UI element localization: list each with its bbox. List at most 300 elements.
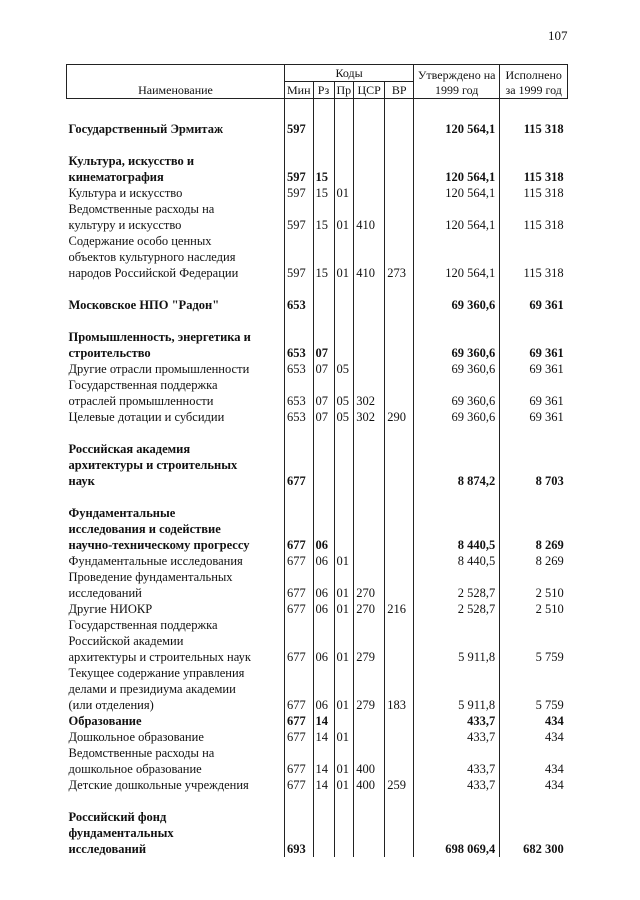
code-csr-cell	[354, 505, 385, 553]
spacer-cell	[334, 137, 354, 153]
code-pr-cell	[334, 121, 354, 137]
executed-cell: 8 269	[500, 553, 568, 569]
row-name-line: исследований	[68, 586, 142, 600]
code-vr-cell: 183	[385, 665, 414, 713]
code-vr-cell	[385, 569, 414, 601]
code-csr-cell	[354, 809, 385, 857]
row-name-cell	[67, 121, 285, 137]
row-name-cell	[67, 201, 285, 233]
code-vr-cell	[385, 329, 414, 361]
spacer-cell	[334, 281, 354, 297]
executed-cell: 69 361	[500, 329, 568, 361]
spacer-cell	[414, 489, 500, 505]
row-name-line: Государственный Эрмитаж	[68, 122, 224, 136]
spacer-cell	[334, 99, 354, 122]
spacer-cell	[67, 137, 285, 153]
code-vr-cell: 259	[385, 777, 414, 793]
code-vr-cell	[385, 361, 414, 377]
code-csr-cell: 270	[354, 601, 385, 617]
page-number: 107	[548, 28, 568, 43]
table-row	[67, 617, 568, 665]
row-name-cell	[67, 441, 285, 489]
code-csr-cell	[354, 553, 385, 569]
code-vr-cell	[385, 809, 414, 857]
code-csr-cell	[354, 121, 385, 137]
row-name-line: Ведомственные расходы на	[68, 746, 215, 760]
row-name-cell	[67, 505, 285, 553]
code-csr-cell	[354, 361, 385, 377]
spacer-cell	[500, 281, 568, 297]
section-row	[67, 121, 568, 137]
approved-cell: 2 528,7	[414, 601, 500, 617]
row-name-line: Детские дошкольные учреждения	[68, 778, 249, 792]
spacer-cell	[354, 99, 385, 122]
executed-cell: 434	[500, 745, 568, 777]
row-name-line: Другие НИОКР	[68, 602, 153, 616]
row-name-line: фундаментальных	[68, 826, 174, 840]
code-min-cell: 677	[285, 777, 314, 793]
spacer-cell	[67, 99, 285, 122]
row-name-line: Ведомственные расходы на	[68, 202, 215, 216]
code-pr-cell: 05	[334, 409, 354, 425]
row-name-line: делами и президиума академии	[68, 682, 236, 696]
executed-cell: 115 318	[500, 153, 568, 185]
executed-cell: 5 759	[500, 665, 568, 713]
spacer-cell	[285, 489, 314, 505]
table-row	[67, 729, 568, 745]
spacer-row	[67, 313, 568, 329]
code-pr-cell	[334, 441, 354, 489]
code-csr-cell: 270	[354, 569, 385, 601]
spacer-cell	[500, 99, 568, 122]
spacer-cell	[500, 489, 568, 505]
row-name-line: объектов культурного наследия	[68, 250, 236, 264]
table-body	[67, 99, 568, 858]
approved-cell: 8 440,5	[414, 505, 500, 553]
header-codes: Коды	[285, 65, 414, 82]
code-min-cell: 677	[285, 729, 314, 745]
spacer-cell	[285, 313, 314, 329]
section-row	[67, 809, 568, 857]
row-name-line: Целевые дотации и субсидии	[68, 410, 225, 424]
code-rz-cell: 14	[313, 777, 334, 793]
spacer-cell	[414, 425, 500, 441]
code-vr-cell: 290	[385, 409, 414, 425]
table-row	[67, 569, 568, 601]
spacer-cell	[414, 793, 500, 809]
executed-cell: 115 318	[500, 185, 568, 201]
row-name-cell	[67, 665, 285, 713]
approved-cell: 120 564,1	[414, 185, 500, 201]
code-csr-cell: 400	[354, 777, 385, 793]
code-rz-cell: 06	[313, 617, 334, 665]
code-vr-cell	[385, 553, 414, 569]
header-name: Наименование	[67, 65, 285, 99]
code-rz-cell: 15	[313, 185, 334, 201]
code-vr-cell	[385, 441, 414, 489]
code-min-cell: 693	[285, 809, 314, 857]
code-pr-cell: 01	[334, 233, 354, 281]
spacer-row	[67, 793, 568, 809]
code-pr-cell	[334, 505, 354, 553]
code-pr-cell: 01	[334, 569, 354, 601]
code-rz-cell: 06	[313, 601, 334, 617]
row-name-line: культуру и искусство	[68, 218, 182, 232]
table-row	[67, 777, 568, 793]
spacer-cell	[354, 281, 385, 297]
row-name-line: Культура и искусство	[68, 186, 183, 200]
code-csr-cell: 279	[354, 665, 385, 713]
spacer-row	[67, 99, 568, 122]
code-csr-cell: 410	[354, 201, 385, 233]
executed-cell: 682 300	[500, 809, 568, 857]
spacer-cell	[313, 99, 334, 122]
code-csr-cell	[354, 297, 385, 313]
approved-cell: 5 911,8	[414, 617, 500, 665]
approved-cell: 120 564,1	[414, 201, 500, 233]
section-row	[67, 713, 568, 729]
code-pr-cell: 01	[334, 745, 354, 777]
row-name-line: исследований	[68, 842, 147, 856]
row-name-line: Образование	[68, 714, 142, 728]
executed-cell: 434	[500, 713, 568, 729]
row-name-line: наук	[68, 474, 95, 488]
spacer-cell	[334, 489, 354, 505]
spacer-cell	[385, 489, 414, 505]
table-row	[67, 665, 568, 713]
approved-cell: 5 911,8	[414, 665, 500, 713]
row-name-cell	[67, 377, 285, 409]
row-name-line: архитектуры и строительных	[68, 458, 238, 472]
code-min-cell: 597	[285, 185, 314, 201]
executed-cell: 434	[500, 729, 568, 745]
row-name-line: Культура, искусство и	[68, 154, 195, 168]
header-rz: Рз	[313, 82, 334, 99]
row-name-line: Промышленность, энергетика и	[68, 330, 251, 344]
spacer-cell	[285, 793, 314, 809]
row-name-cell	[67, 729, 285, 745]
row-name-cell	[67, 185, 285, 201]
header-executed: Исполнено за 1999 год	[500, 65, 568, 99]
row-name-line: Другие отрасли промышленности	[68, 362, 250, 376]
code-min-cell: 653	[285, 329, 314, 361]
spacer-cell	[500, 137, 568, 153]
table-row	[67, 745, 568, 777]
code-pr-cell	[334, 153, 354, 185]
code-rz-cell: 07	[313, 361, 334, 377]
code-min-cell: 597	[285, 153, 314, 185]
executed-cell: 8 269	[500, 505, 568, 553]
code-csr-cell	[354, 729, 385, 745]
approved-cell: 69 360,6	[414, 377, 500, 409]
code-min-cell: 677	[285, 617, 314, 665]
code-csr-cell: 410	[354, 233, 385, 281]
approved-cell: 433,7	[414, 745, 500, 777]
code-vr-cell	[385, 505, 414, 553]
row-name-line: Российской академии	[68, 634, 184, 648]
section-row	[67, 153, 568, 185]
code-vr-cell	[385, 713, 414, 729]
code-rz-cell	[313, 441, 334, 489]
code-rz-cell: 07	[313, 409, 334, 425]
row-name-line: кинематография	[68, 170, 164, 184]
row-name-cell	[67, 361, 285, 377]
row-name-line: (или отделения)	[68, 698, 154, 712]
spacer-cell	[313, 281, 334, 297]
row-name-cell	[67, 569, 285, 601]
code-rz-cell: 14	[313, 745, 334, 777]
code-min-cell: 653	[285, 297, 314, 313]
spacer-cell	[313, 489, 334, 505]
spacer-cell	[385, 425, 414, 441]
spacer-row	[67, 281, 568, 297]
code-min-cell: 653	[285, 361, 314, 377]
spacer-cell	[385, 281, 414, 297]
row-name-line: Текущее содержание управления	[68, 666, 245, 680]
code-pr-cell: 01	[334, 201, 354, 233]
executed-cell: 115 318	[500, 201, 568, 233]
spacer-cell	[67, 793, 285, 809]
code-min-cell: 653	[285, 377, 314, 409]
row-name-line: Фундаментальные	[68, 506, 176, 520]
code-pr-cell: 01	[334, 665, 354, 713]
executed-cell: 434	[500, 777, 568, 793]
spacer-cell	[67, 281, 285, 297]
approved-cell: 433,7	[414, 777, 500, 793]
code-rz-cell: 06	[313, 505, 334, 553]
spacer-cell	[385, 99, 414, 122]
table-row	[67, 601, 568, 617]
row-name-line: Российская академия	[68, 442, 191, 456]
spacer-cell	[414, 313, 500, 329]
spacer-row	[67, 137, 568, 153]
approved-cell: 120 564,1	[414, 233, 500, 281]
table-row	[67, 233, 568, 281]
code-rz-cell	[313, 809, 334, 857]
spacer-cell	[385, 313, 414, 329]
code-rz-cell: 06	[313, 569, 334, 601]
approved-cell: 120 564,1	[414, 121, 500, 137]
header-approved: Утверждено на 1999 год	[414, 65, 500, 99]
table-row	[67, 361, 568, 377]
spacer-cell	[67, 313, 285, 329]
code-pr-cell	[334, 329, 354, 361]
spacer-cell	[334, 793, 354, 809]
code-rz-cell: 07	[313, 329, 334, 361]
approved-cell: 120 564,1	[414, 153, 500, 185]
code-pr-cell: 01	[334, 601, 354, 617]
spacer-cell	[414, 137, 500, 153]
row-name-cell	[67, 745, 285, 777]
spacer-cell	[414, 99, 500, 122]
code-min-cell: 677	[285, 505, 314, 553]
code-vr-cell: 216	[385, 601, 414, 617]
approved-cell: 69 360,6	[414, 361, 500, 377]
code-min-cell: 677	[285, 665, 314, 713]
row-name-line: отраслей промышленности	[68, 394, 214, 408]
executed-cell: 115 318	[500, 233, 568, 281]
code-min-cell: 597	[285, 121, 314, 137]
spacer-cell	[285, 99, 314, 122]
header-vr: ВР	[385, 82, 414, 99]
code-pr-cell: 05	[334, 377, 354, 409]
code-csr-cell	[354, 153, 385, 185]
row-name-line: Московское НПО "Радон"	[68, 298, 220, 312]
spacer-cell	[313, 313, 334, 329]
row-name-cell	[67, 153, 285, 185]
spacer-cell	[414, 281, 500, 297]
code-vr-cell	[385, 153, 414, 185]
row-name-cell	[67, 601, 285, 617]
code-csr-cell: 400	[354, 745, 385, 777]
table-header	[67, 65, 568, 99]
row-name-line: строительство	[68, 346, 151, 360]
row-name-cell	[67, 409, 285, 425]
spacer-cell	[500, 313, 568, 329]
row-name-cell	[67, 297, 285, 313]
row-name-line: Содержание особо ценных	[68, 234, 212, 248]
row-name-cell	[67, 713, 285, 729]
executed-cell: 69 361	[500, 409, 568, 425]
code-vr-cell	[385, 121, 414, 137]
spacer-cell	[354, 793, 385, 809]
row-name-line: Государственная поддержка	[68, 378, 218, 392]
section-row	[67, 441, 568, 489]
code-rz-cell: 15	[313, 201, 334, 233]
section-row	[67, 297, 568, 313]
code-rz-cell	[313, 121, 334, 137]
spacer-cell	[313, 425, 334, 441]
code-vr-cell: 273	[385, 233, 414, 281]
table-row	[67, 377, 568, 409]
code-vr-cell	[385, 729, 414, 745]
row-name-line: Российский фонд	[68, 810, 167, 824]
code-csr-cell: 279	[354, 617, 385, 665]
code-pr-cell: 05	[334, 361, 354, 377]
code-rz-cell: 06	[313, 665, 334, 713]
code-csr-cell	[354, 441, 385, 489]
spacer-cell	[354, 137, 385, 153]
code-rz-cell: 15	[313, 153, 334, 185]
spacer-cell	[285, 281, 314, 297]
row-name-line: Фундаментальные исследования	[68, 554, 243, 568]
approved-cell: 433,7	[414, 713, 500, 729]
code-csr-cell	[354, 329, 385, 361]
code-rz-cell: 07	[313, 377, 334, 409]
row-name-cell	[67, 553, 285, 569]
spacer-cell	[285, 137, 314, 153]
row-name-line: дошкольное образование	[68, 762, 202, 776]
table-row	[67, 409, 568, 425]
spacer-cell	[500, 425, 568, 441]
header-csr: ЦСР	[354, 82, 385, 99]
code-csr-cell	[354, 185, 385, 201]
spacer-cell	[334, 313, 354, 329]
code-pr-cell: 01	[334, 553, 354, 569]
section-row	[67, 329, 568, 361]
row-name-cell	[67, 329, 285, 361]
spacer-cell	[385, 137, 414, 153]
executed-cell: 115 318	[500, 121, 568, 137]
row-name-line: научно-техническому прогрессу	[68, 538, 250, 552]
spacer-cell	[334, 425, 354, 441]
code-min-cell: 653	[285, 409, 314, 425]
approved-cell: 698 069,4	[414, 809, 500, 857]
code-pr-cell	[334, 809, 354, 857]
code-csr-cell	[354, 713, 385, 729]
code-csr-cell: 302	[354, 409, 385, 425]
spacer-cell	[313, 793, 334, 809]
code-rz-cell: 15	[313, 233, 334, 281]
code-rz-cell: 06	[313, 553, 334, 569]
row-name-line: исследования и содействие	[68, 522, 221, 536]
spacer-row	[67, 425, 568, 441]
executed-cell: 69 361	[500, 361, 568, 377]
spacer-cell	[354, 425, 385, 441]
code-pr-cell: 01	[334, 777, 354, 793]
budget-table	[66, 64, 568, 857]
code-pr-cell: 01	[334, 185, 354, 201]
code-pr-cell	[334, 297, 354, 313]
code-vr-cell	[385, 185, 414, 201]
executed-cell: 5 759	[500, 617, 568, 665]
table-row	[67, 553, 568, 569]
executed-cell: 69 361	[500, 297, 568, 313]
row-name-line: Дошкольное образование	[68, 730, 204, 744]
row-name-cell	[67, 777, 285, 793]
approved-cell: 2 528,7	[414, 569, 500, 601]
spacer-cell	[67, 489, 285, 505]
spacer-cell	[385, 793, 414, 809]
spacer-cell	[354, 489, 385, 505]
code-min-cell: 677	[285, 569, 314, 601]
code-csr-cell: 302	[354, 377, 385, 409]
executed-cell: 2 510	[500, 569, 568, 601]
section-row	[67, 505, 568, 553]
row-name-line: архитектуры и строительных наук	[68, 650, 251, 664]
code-vr-cell	[385, 297, 414, 313]
code-vr-cell	[385, 201, 414, 233]
executed-cell: 2 510	[500, 601, 568, 617]
code-rz-cell	[313, 297, 334, 313]
spacer-cell	[313, 137, 334, 153]
row-name-line: Проведение фундаментальных	[68, 570, 233, 584]
approved-cell: 69 360,6	[414, 297, 500, 313]
code-min-cell: 677	[285, 441, 314, 489]
row-name-cell	[67, 617, 285, 665]
code-min-cell: 597	[285, 233, 314, 281]
approved-cell: 69 360,6	[414, 329, 500, 361]
code-pr-cell: 01	[334, 617, 354, 665]
executed-cell: 8 703	[500, 441, 568, 489]
code-rz-cell: 14	[313, 713, 334, 729]
spacer-cell	[500, 793, 568, 809]
code-min-cell: 677	[285, 713, 314, 729]
approved-cell: 69 360,6	[414, 409, 500, 425]
spacer-cell	[354, 313, 385, 329]
row-name-line: Государственная поддержка	[68, 618, 218, 632]
executed-cell: 69 361	[500, 377, 568, 409]
table-row	[67, 185, 568, 201]
header-min: Мин	[285, 82, 314, 99]
row-name-cell	[67, 809, 285, 857]
code-rz-cell: 14	[313, 729, 334, 745]
code-min-cell: 677	[285, 745, 314, 777]
approved-cell: 8 440,5	[414, 553, 500, 569]
spacer-cell	[285, 425, 314, 441]
code-min-cell: 597	[285, 201, 314, 233]
row-name-cell	[67, 233, 285, 281]
